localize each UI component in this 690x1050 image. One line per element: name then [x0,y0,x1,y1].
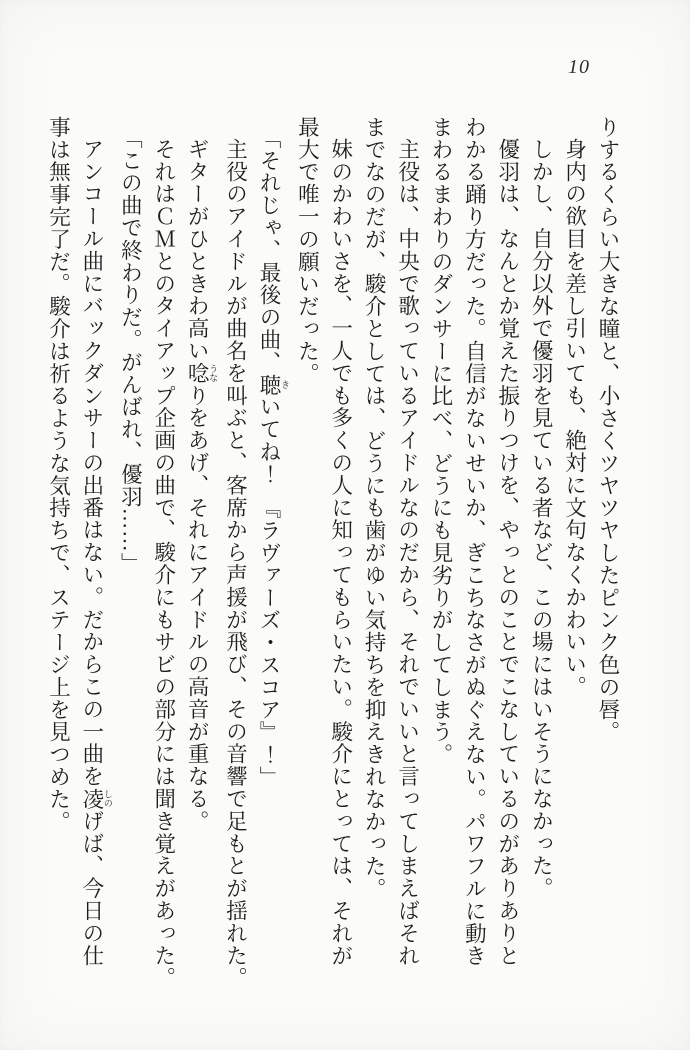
text-column: 主役は、中央で歌っているアイドルなのだから、それでいいと言ってしまえばそれ [395,138,420,968]
text-column: しかし、自分以外で優羽を見ている者など、この場にはいそうになかった。 [529,138,554,900]
text-column: アンコール曲にバックダンサーの出番はない。だからこの一曲を凌 しのげば、今日の仕 [79,138,113,968]
text-column: までなのだが、駿介としては、どうにも歯がゆい気持ちを抑えきれなかった。 [362,116,387,900]
text-column: 事は無事完了だ。駿介は祈るような気持ちで、ステージ上を見つめた。 [46,116,71,833]
text-column: ギターがひときわ高い唸 うなりをあげ、それにアイドルの高音が重なる。 [185,138,219,833]
text-column: まわるまわりのダンサーに比べ、どうにも見劣りがしてしまう。 [428,116,453,766]
page-number: 10 [568,56,590,78]
text-block [41,116,624,990]
text-column: 妹のかわいさを、一人でも多くの人に知ってもらいたい。駿介にとっては、それが [328,138,353,968]
text-column: 主役のアイドルが曲名を叫ぶと、客席から声援が飛び、その音響で足もとが揺れた。 [223,138,248,990]
text-column: それはＣＭとのタイアップ企画の曲で、駿介にもサビの部分には聞き覚えがあった。 [151,138,176,990]
text-column: 「この曲で終わりだ。がんばれ、優羽……」 [118,127,143,576]
text-column: りするくらい大きな瞳と、小さくツヤツヤしたピンク色の唇。 [596,116,620,744]
text-column: わかる踊り方だった。自信がないせいか、ぎこちなさがぬぐえない。パワフルに動き [462,116,487,968]
text-column: 優羽は、なんとか覚えた振りつけを、やっとのことでこなしているのがありありと [495,138,520,968]
text-column: 「それじゃ、最後の曲、聴 きいてね！ 『ラヴァーズ・スコア』！」 [256,127,290,789]
text-column: 最大で唯一の願いだった。 [295,116,320,385]
text-column: 身内の欲目を差し引いても、絶対に文句なくかわいい。 [562,138,587,699]
